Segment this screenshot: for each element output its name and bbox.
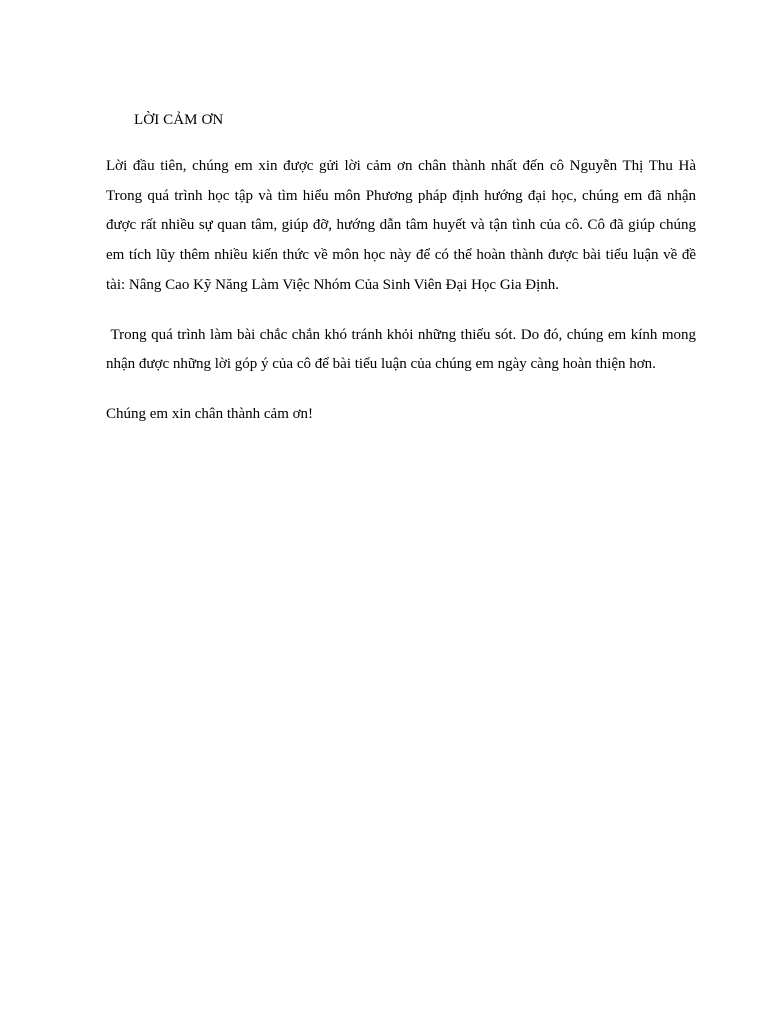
document-title: LỜI CẢM ƠN bbox=[134, 112, 224, 128]
paragraph-acknowledgement: Lời đầu tiên, chúng em xin được gửi lời cảm ơn chân thành nhất đến cô Nguyễn Thị Thu Hà Trong quá trình học tập và tìm hiểu môn Phương pháp định hướng đại học, chúng em đã nhận được rất nhiều sự quan tâm, giúp đỡ, hướng dẫn tâm huyết và tận tình của cô. Cô đã giúp chúng em tích lũy thêm nhiều kiến thức về môn học này để có thể hoàn thành được bài tiểu luận về đề tài: Nâng Cao Kỹ Năng Làm Việc Nhóm Của Sinh Viên Đại Học Gia Định. bbox=[106, 158, 696, 293]
paragraph-closing: Chúng em xin chân thành cảm ơn! bbox=[106, 405, 314, 422]
document-body bbox=[106, 152, 700, 450]
paragraph-feedback-request: Trong quá trình làm bài chắc chắn khó tránh khỏi những thiếu sót. Do đó, chúng em kính mong nhận được những lời góp ý của cô để bài tiểu luận của chúng em ngày càng hoàn thiện hơn. bbox=[106, 326, 700, 373]
